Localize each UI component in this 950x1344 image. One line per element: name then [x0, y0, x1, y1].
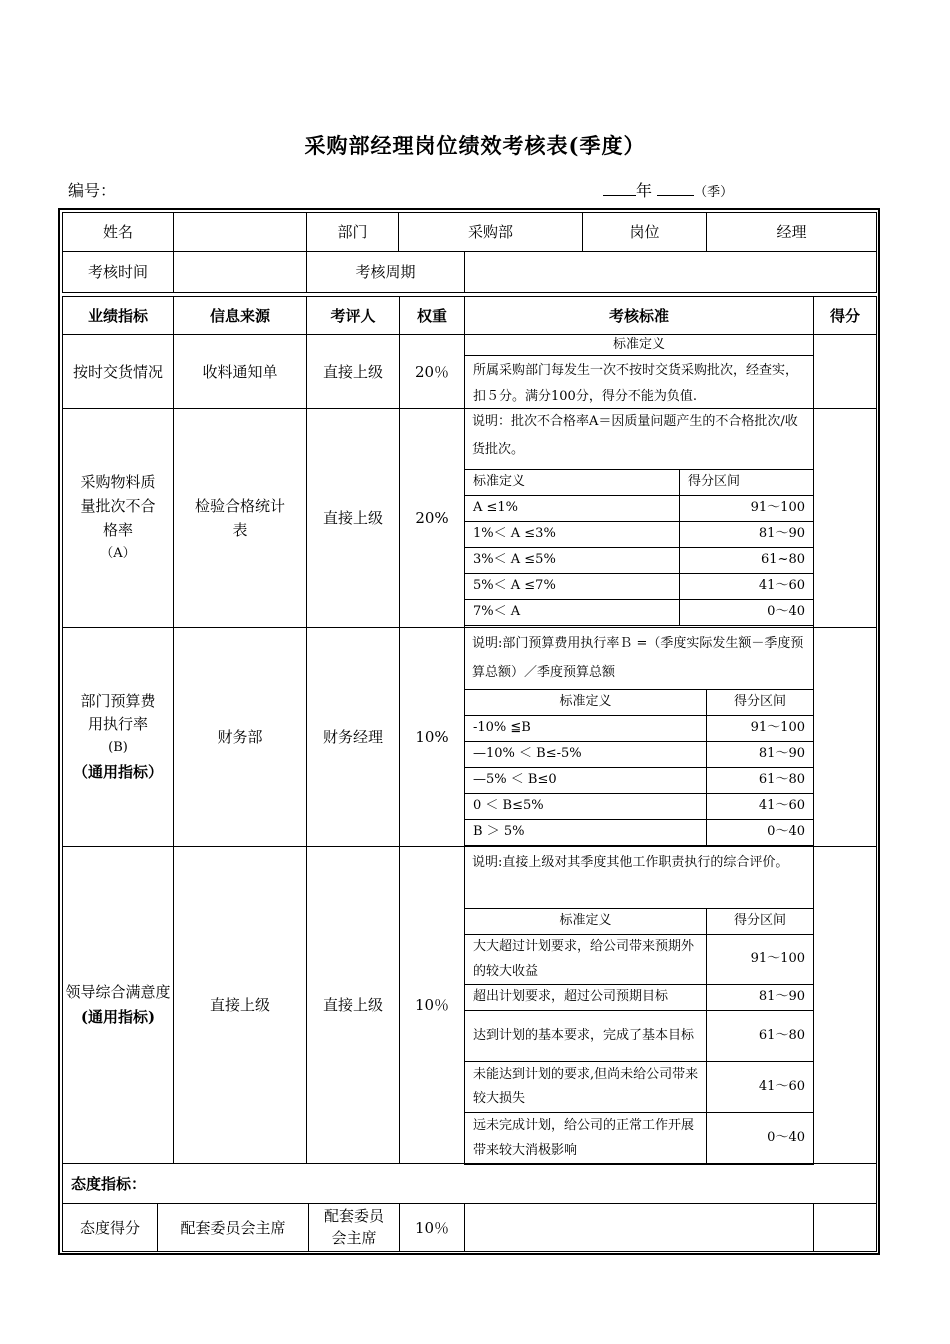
kpi4-score[interactable] — [813, 846, 877, 1164]
kpi3-row-range: 91～100 — [706, 715, 814, 742]
post-value: 经理 — [706, 212, 877, 252]
kpi2-row-range: 61~80 — [679, 547, 814, 574]
kpi4-rater: 直接上级 — [306, 846, 400, 1164]
time-label: 考核时间 — [62, 251, 174, 293]
attitude-name: 态度得分 — [62, 1203, 158, 1252]
header-weight: 权重 — [399, 296, 465, 335]
number-label: 编号： — [68, 181, 117, 200]
kpi2-rater: 直接上级 — [306, 408, 400, 628]
kpi3-source: 财务部 — [173, 627, 307, 847]
kpi4-row-range: 0～40 — [706, 1112, 814, 1165]
kpi1-std-header: 标准定义 — [464, 334, 814, 356]
post-label: 岗位 — [582, 212, 707, 252]
kpi4-weight: 10％ — [399, 846, 465, 1164]
kpi3-row-std: -10% ≦B — [464, 715, 707, 742]
attitude-rater: 配套委员会主席 — [308, 1203, 400, 1252]
kpi4-row-std: 超出计划要求，超过公司预期目标 — [464, 984, 707, 1011]
header-kpi: 业绩指标 — [62, 296, 174, 335]
kpi4-row-std: 远未完成计划，给公司的正常工作开展带来较大消极影响 — [464, 1112, 707, 1165]
kpi2-col-range: 得分区间 — [679, 469, 814, 496]
kpi2-row-std: 7%＜ A — [464, 599, 680, 626]
name-label: 姓名 — [62, 212, 174, 252]
kpi1-weight: 20％ — [399, 334, 465, 409]
kpi4-name-cell — [62, 846, 174, 1164]
kpi2-row-std: 3%＜ A ≤5% — [464, 547, 680, 574]
kpi3-row-std: 0 ＜ B≤5% — [464, 793, 707, 820]
kpi4-row-range: 61～80 — [706, 1010, 814, 1062]
kpi2-row-range: 41～60 — [679, 573, 814, 600]
header-score: 得分 — [813, 296, 877, 335]
kpi3-row-std: —5% ＜ B≤0 — [464, 767, 707, 794]
kpi2-row-std: A ≤1% — [464, 495, 680, 522]
kpi4-row-range: 41～60 — [706, 1061, 814, 1113]
kpi4-row-std: 大大超过计划要求，给公司带来预期外的较大收益 — [464, 934, 707, 985]
kpi4-col-range: 得分区间 — [706, 908, 814, 935]
kpi1-rater: 直接上级 — [306, 334, 400, 409]
name-input[interactable] — [173, 212, 307, 252]
kpi2-score[interactable] — [813, 408, 877, 628]
kpi4-row-range: 91～100 — [706, 934, 814, 985]
kpi4-desc: 说明:直接上级对其季度其他工作职责执行的综合评价。 — [472, 855, 789, 870]
kpi3-name-sub: (B) — [108, 740, 128, 756]
header-rater: 考评人 — [306, 296, 400, 335]
page-title: 采购部经理岗位绩效考核表(季度） — [304, 133, 646, 158]
header-source: 信息来源 — [173, 296, 307, 335]
kpi3-score[interactable] — [813, 627, 877, 847]
season-label: （季） — [694, 185, 734, 200]
kpi2-name-cell — [62, 408, 174, 628]
kpi3-rater: 财务经理 — [306, 627, 400, 847]
kpi3-row-std: B ＞ 5% — [464, 819, 707, 846]
kpi2-row-std: 5%＜ A ≤7% — [464, 573, 680, 600]
kpi4-name-general: (通用指标) — [80, 1008, 156, 1026]
header-standard: 考核标准 — [464, 296, 814, 335]
kpi4-name: 领导综合满意度 — [65, 983, 171, 1002]
kpi3-weight: 10% — [399, 627, 465, 847]
attitude-standard — [464, 1203, 814, 1252]
kpi1-desc: 所属采购部门每发生一次不按时交货采购批次，经查实，扣５分。满分100分，得分不能为负值. — [464, 355, 814, 409]
kpi2-row-range: 91～100 — [679, 495, 814, 522]
kpi4-row-std: 达到计划的基本要求，完成了基本目标 — [464, 1010, 707, 1062]
time-input[interactable] — [173, 251, 307, 293]
kpi2-weight: 20% — [399, 408, 465, 628]
kpi3-col-std: 标准定义 — [464, 689, 707, 716]
kpi1-source: 收料通知单 — [173, 334, 307, 409]
attitude-score[interactable] — [813, 1203, 877, 1252]
kpi2-name: 采购物料质量批次不合格率 — [80, 472, 156, 539]
kpi2-col-std: 标准定义 — [464, 469, 680, 496]
attitude-source: 配套委员会主席 — [157, 1203, 309, 1252]
kpi3-desc: 说明:部门预算费用执行率Ｂ =（季度实际发生额－季度预算总额）／季度预算总额 — [472, 636, 804, 680]
cycle-input[interactable] — [464, 251, 877, 293]
kpi3-col-range: 得分区间 — [706, 689, 814, 716]
kpi3-name-cell — [62, 627, 174, 847]
kpi2-row-std: 1%＜ A ≤3% — [464, 521, 680, 548]
kpi2-row-range: 0～40 — [679, 599, 814, 626]
kpi1-name: 按时交货情况 — [62, 334, 174, 409]
kpi4-row-range: 81～90 — [706, 984, 814, 1011]
kpi2-desc: 说明：批次不合格率A＝因质量问题产生的不合格批次/收货批次。 — [472, 414, 798, 457]
kpi2-row-range: 81～90 — [679, 521, 814, 548]
kpi4-col-std: 标准定义 — [464, 908, 707, 935]
kpi3-row-std: —10% ＜ B≤-5% — [464, 741, 707, 768]
year-season — [603, 178, 733, 201]
attitude-section-label: 态度指标： — [62, 1163, 877, 1204]
dept-label: 部门 — [306, 212, 399, 252]
kpi3-name: 部门预算费用执行率 — [80, 691, 156, 734]
year-label: 年 — [636, 181, 653, 200]
kpi3-row-range: 0～40 — [706, 819, 814, 846]
season-blank — [657, 179, 694, 196]
kpi2-source: 检验合格统计表 — [173, 408, 307, 628]
dept-value: 采购部 — [398, 212, 583, 252]
kpi4-row-std: 未能达到计划的要求,但尚未给公司带来较大损失 — [464, 1061, 707, 1113]
kpi2-name-sub: （A） — [100, 545, 136, 561]
year-blank — [603, 179, 636, 196]
kpi3-name-general: （通用指标） — [72, 762, 163, 781]
kpi3-row-range: 61～80 — [706, 767, 814, 794]
kpi4-source: 直接上级 — [173, 846, 307, 1164]
attitude-weight: 10％ — [399, 1203, 465, 1252]
kpi3-row-range: 41～60 — [706, 793, 814, 820]
double-line — [62, 292, 877, 293]
cycle-label: 考核周期 — [306, 251, 465, 293]
kpi3-row-range: 81～90 — [706, 741, 814, 768]
kpi1-score[interactable] — [813, 334, 877, 409]
